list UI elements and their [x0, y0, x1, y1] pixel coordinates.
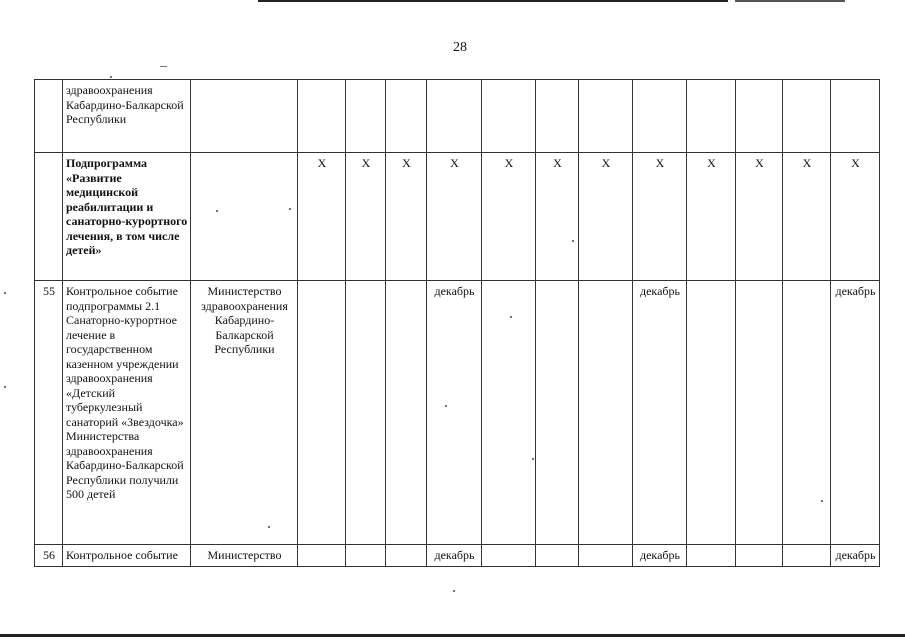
period-cell: Х	[298, 153, 346, 281]
period-cell	[736, 80, 783, 153]
period-cell	[346, 545, 386, 567]
plan-table	[34, 79, 880, 567]
period-cell	[482, 281, 536, 545]
page-number: 28	[453, 40, 467, 55]
period-cell: декабрь	[633, 281, 687, 545]
table-row	[35, 545, 880, 567]
scan-speck	[445, 405, 447, 407]
event-name-cell: Подпрограмма «Развитие медицинской реабилитации и санаторно-курортного лечения, в том числе детей»	[63, 153, 191, 281]
period-cell	[536, 80, 579, 153]
period-cell	[783, 545, 831, 567]
period-cell	[633, 80, 687, 153]
table-row	[35, 281, 880, 545]
period-cell: декабрь	[831, 281, 880, 545]
scan-speck	[160, 66, 167, 67]
period-cell	[687, 80, 736, 153]
period-cell: декабрь	[427, 545, 482, 567]
top-border-line	[258, 0, 728, 2]
period-cell	[736, 545, 783, 567]
scan-speck	[4, 292, 6, 294]
scan-speck	[289, 208, 291, 210]
period-cell	[427, 80, 482, 153]
period-cell	[386, 80, 427, 153]
row-number-cell: 55	[35, 281, 63, 545]
period-cell	[298, 281, 346, 545]
period-cell	[783, 80, 831, 153]
event-name-cell: Контрольное событие подпрограммы 2.1 Санаторно-курортное лечение в государственном казенном учреждении здравоохранения «Детский туберкулезный санаторий «Звездочка» Министерства здравоохранения Кабардино-Балкарской Республики получили 500 детей	[63, 281, 191, 545]
period-cell: Х	[736, 153, 783, 281]
scan-speck	[453, 590, 455, 592]
responsible-cell	[191, 153, 298, 281]
period-cell	[831, 80, 880, 153]
period-cell	[579, 80, 633, 153]
scan-speck	[216, 210, 218, 212]
bottom-border-line	[0, 634, 905, 637]
responsible-cell: Министерство	[191, 545, 298, 567]
period-cell	[298, 545, 346, 567]
scan-speck	[268, 526, 270, 528]
responsible-cell	[191, 80, 298, 153]
period-cell	[536, 281, 579, 545]
period-cell	[736, 281, 783, 545]
row-number-cell: 56	[35, 545, 63, 567]
scan-speck	[510, 316, 512, 318]
responsible-cell: Министерство здравоохранения Кабардино-Балкарской Республики	[191, 281, 298, 545]
event-name-cell: Контрольное событие	[63, 545, 191, 567]
period-cell: Х	[482, 153, 536, 281]
period-cell: Х	[536, 153, 579, 281]
period-cell: Х	[633, 153, 687, 281]
scan-speck	[821, 500, 823, 502]
period-cell	[482, 545, 536, 567]
period-cell: декабрь	[831, 545, 880, 567]
scan-speck	[532, 458, 534, 460]
period-cell	[346, 281, 386, 545]
period-cell: Х	[687, 153, 736, 281]
period-cell	[579, 281, 633, 545]
plan-table-body	[35, 80, 880, 567]
period-cell	[482, 80, 536, 153]
scan-speck	[4, 386, 6, 388]
period-cell: декабрь	[427, 281, 482, 545]
period-cell: декабрь	[633, 545, 687, 567]
period-cell	[346, 80, 386, 153]
period-cell	[687, 281, 736, 545]
period-cell: Х	[386, 153, 427, 281]
scan-speck	[110, 76, 112, 78]
top-border-line-right	[735, 0, 845, 2]
period-cell: Х	[783, 153, 831, 281]
period-cell: Х	[579, 153, 633, 281]
table-row	[35, 153, 880, 281]
period-cell	[386, 545, 427, 567]
scan-speck	[572, 240, 574, 242]
period-cell	[783, 281, 831, 545]
row-number-cell	[35, 153, 63, 281]
period-cell	[579, 545, 633, 567]
period-cell: Х	[346, 153, 386, 281]
period-cell: Х	[427, 153, 482, 281]
period-cell	[386, 281, 427, 545]
period-cell	[536, 545, 579, 567]
period-cell	[687, 545, 736, 567]
row-number-cell	[35, 80, 63, 153]
period-cell	[298, 80, 346, 153]
table-row	[35, 80, 880, 153]
period-cell: Х	[831, 153, 880, 281]
event-name-cell: здравоохранения Кабардино-Балкарской Республики	[63, 80, 191, 153]
